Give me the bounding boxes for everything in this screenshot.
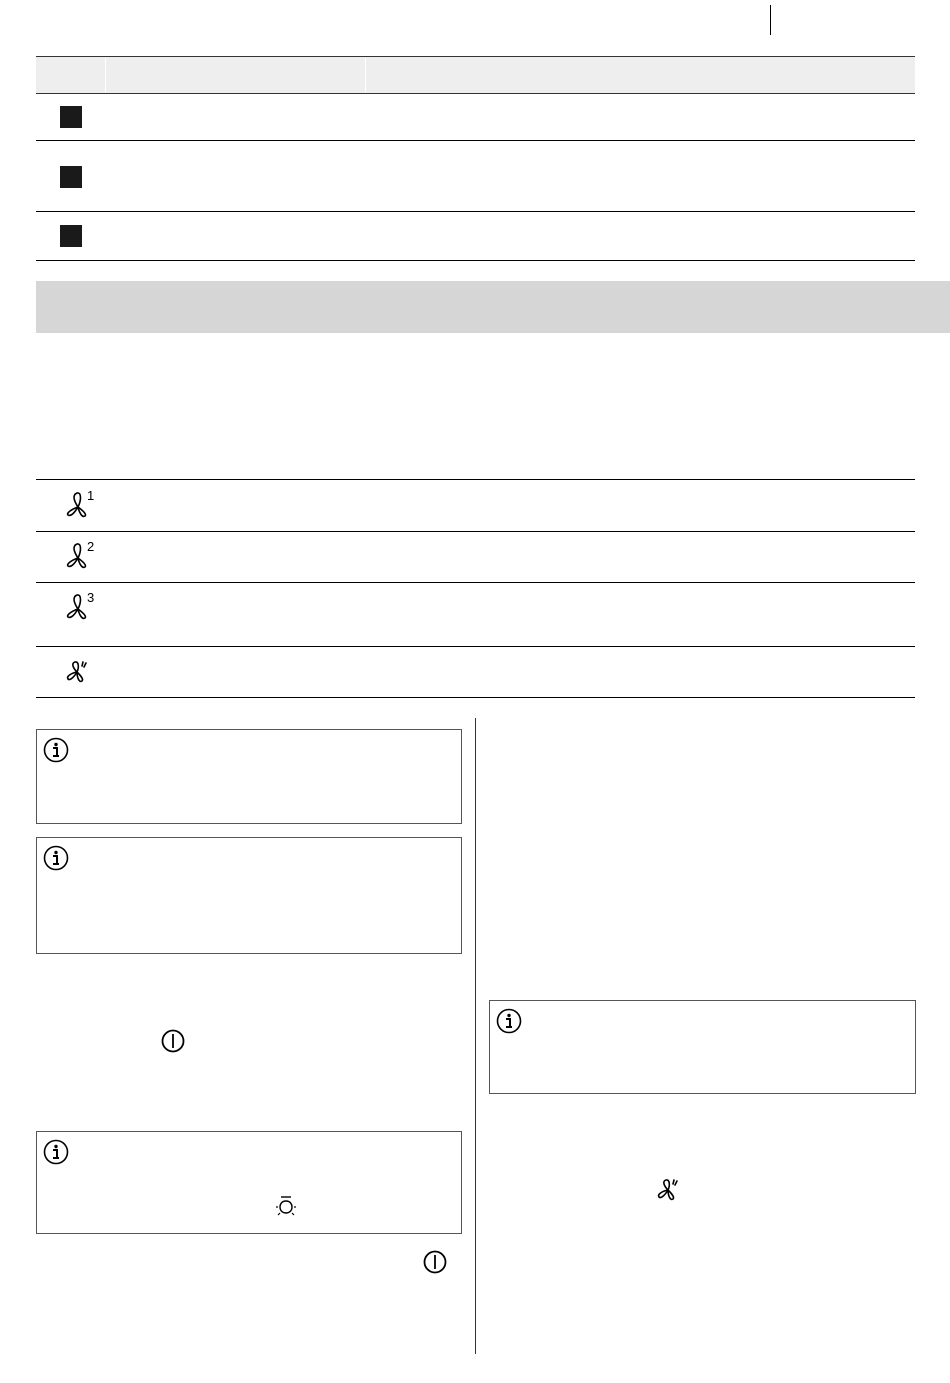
table-header-rule	[36, 93, 915, 94]
table-header-row	[36, 56, 915, 93]
crop-mark	[770, 5, 771, 35]
light-bulb-icon	[273, 1194, 299, 1222]
table-row-rule	[36, 140, 915, 141]
info-icon	[43, 845, 69, 871]
info-note-box	[36, 1131, 462, 1234]
black-square-icon	[60, 166, 82, 188]
fan-boost-icon	[653, 1175, 685, 1210]
info-note-box	[489, 1000, 916, 1094]
info-icon	[43, 737, 69, 763]
table-row-rule	[36, 211, 915, 212]
table-top-rule	[36, 479, 915, 480]
table-row-rule	[36, 531, 915, 532]
column-divider	[475, 718, 476, 1354]
info-note-box	[36, 837, 462, 954]
info-icon	[496, 1008, 522, 1034]
table-row-rule	[36, 646, 915, 647]
table-bottom-rule	[36, 260, 915, 261]
black-square-icon	[60, 225, 82, 247]
table-bottom-rule	[36, 697, 915, 698]
black-square-icon	[60, 106, 82, 128]
table-header-divider	[105, 58, 106, 92]
fan-speed-label: 1	[87, 488, 95, 503]
fan-speed-label: 3	[87, 590, 95, 605]
info-note-box	[36, 729, 462, 824]
fan-boost-icon	[62, 658, 94, 691]
fan-icon	[60, 487, 100, 526]
power-icon	[160, 1028, 186, 1054]
power-icon	[422, 1249, 448, 1275]
fan-speed-label: 2	[87, 539, 95, 554]
table-row-rule	[36, 582, 915, 583]
fan-icon	[60, 589, 100, 628]
info-icon	[43, 1139, 69, 1165]
table-header-divider	[365, 58, 366, 92]
fan-icon	[60, 538, 100, 577]
section-header-bar	[36, 281, 950, 333]
table-top-rule	[36, 56, 915, 57]
